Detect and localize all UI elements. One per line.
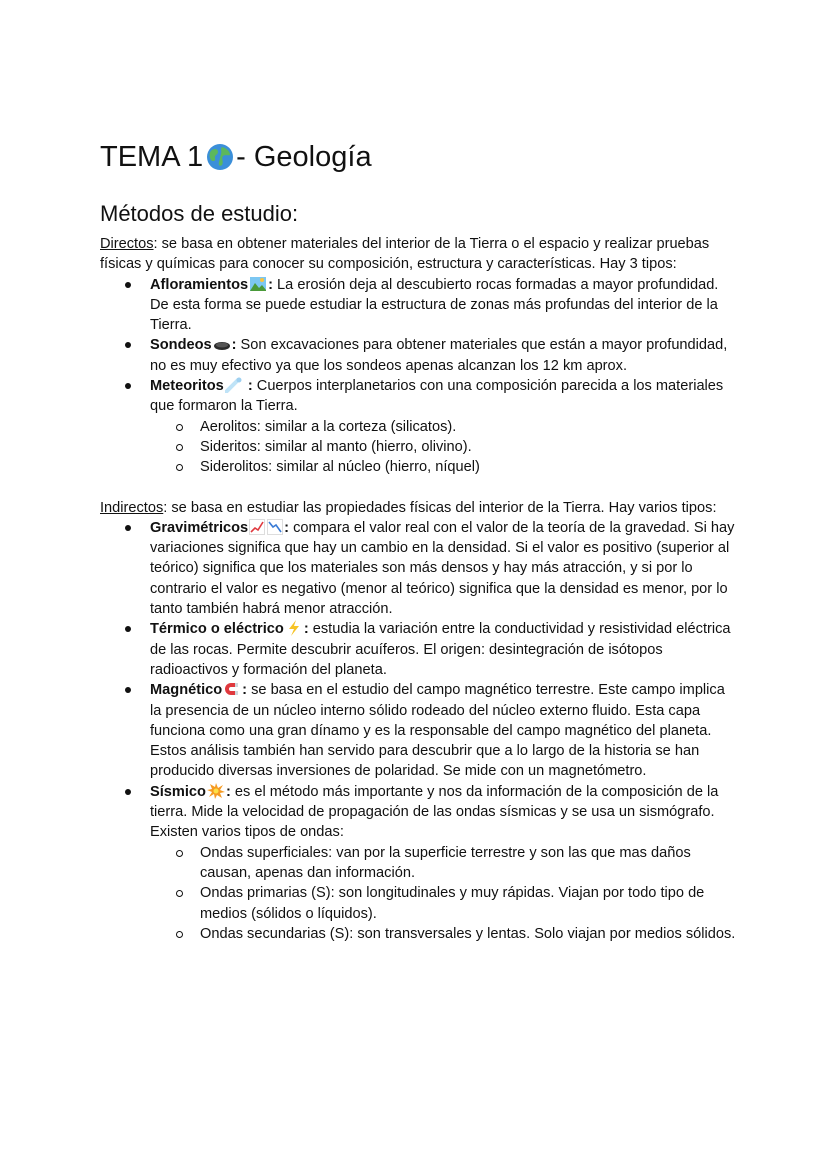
comet-icon <box>225 377 243 393</box>
magnet-icon <box>223 681 241 697</box>
landscape-icon <box>249 276 267 292</box>
lightning-icon <box>285 620 303 636</box>
indirectos-paragraph <box>100 498 740 518</box>
item-sep: : <box>268 276 273 293</box>
title-suffix: - Geología <box>236 141 372 173</box>
item-text: Son excavaciones para obtener materiales que están a mayor profundidad, no es muy efectivo ya que los sondeos apenas alcanzan los 12 km aprox. <box>150 337 728 374</box>
item-sep: : <box>231 337 237 354</box>
item-term: Afloramientos <box>150 276 249 293</box>
meteoritos-sublist <box>150 417 740 478</box>
list-item: Ondas secundarias (S): son transversales y lentas. Solo viajan por medios sólidos. <box>200 924 740 944</box>
indirectos-label: Indirectos <box>100 499 164 516</box>
globe-icon <box>206 143 234 171</box>
list-item <box>150 680 740 781</box>
list-item <box>150 275 740 336</box>
item-text: La erosión deja al descubierto rocas formadas a mayor profundidad. De esta forma se puede estudiar la estructura de zonas más profundas del interior de la Tierra. <box>150 276 719 334</box>
item-term: Térmico o eléctrico <box>150 621 284 638</box>
item-term: Sísmico <box>150 783 206 800</box>
item-text: se basa en el estudio del campo magnético terrestre. Este campo implica la presencia de un núcleo interno sólido rodeado del núcleo externo fluido. Esta capa funciona como una gran dínamo y es la responsable del campo magnético del planeta. Estos análisis también han servido para descubrir que a lo largo de la historia se han producido diversas inversiones de polaridad. Se mide con un magnetómetro. <box>150 682 725 780</box>
list-item: Ondas superficiales: van por la superficie terrestre y son las que mas daños causan, apenas dan información. <box>200 843 740 884</box>
hole-icon <box>213 336 231 352</box>
chart-up-down-icon <box>249 519 283 535</box>
list-item <box>150 335 740 376</box>
section-heading: Métodos de estudio: <box>100 201 299 226</box>
page-title <box>100 138 740 176</box>
item-sep: : <box>242 682 248 699</box>
indirectos-list <box>100 518 740 944</box>
item-text: es el método más importante y nos da información de la composición de la tierra. Mide la velocidad de propagación de las ondas sísmicas y se usa un sismógrafo. Existen varios tipos de ondas: <box>150 783 719 841</box>
list-item: Siderolitos: similar al núcleo (hierro, níquel) <box>200 457 740 477</box>
item-text: estudia la variación entre la conductividad y resistividad eléctrica de las rocas. Permite descubrir acuíferos. El origen: desintegración de isótopos radioactivos y formación del planeta. <box>150 621 731 678</box>
item-sep: : <box>284 519 290 536</box>
item-term: Sondeos <box>150 337 212 354</box>
list-item <box>150 518 740 619</box>
list-item <box>150 782 740 944</box>
directos-list <box>100 275 740 478</box>
list-item: Aerolitos: similar a la corteza (silicatos). <box>200 417 740 437</box>
list-item: Ondas primarias (S): son longitudinales y muy rápidas. Viajan por todo tipo de medios (sólidos o líquidos). <box>200 883 740 924</box>
list-item <box>150 619 740 680</box>
indirectos-intro: : se basa en estudiar las propiedades físicas del interior de la Tierra. Hay varios tipos: <box>163 499 717 516</box>
item-text: compara el valor real con el valor de la teoría de la gravedad. Si hay variaciones significa que hay un cambio en la densidad. Si el valor es positivo (superior al teórico) significa que los materiales son más densos y hay más atracción, y si por lo contrario el valor es negativo (menor al teórico) significa que la densidad es menor, por lo tanto también habrá menor atracción. <box>150 519 735 618</box>
directos-label: Directos <box>100 236 154 252</box>
item-text: Cuerpos interplanetarios con una composición parecida a los materiales que formaron la Tierra. <box>150 378 724 415</box>
item-term: Magnético <box>150 682 223 699</box>
title-prefix: TEMA 1 <box>100 141 204 173</box>
item-term: Meteoritos <box>150 378 224 395</box>
item-sep: : <box>303 621 309 638</box>
item-term: Gravimétricos <box>150 519 249 536</box>
item-sep: : <box>225 783 231 800</box>
list-item <box>150 376 740 477</box>
document-page <box>100 138 740 944</box>
ondas-sublist <box>150 843 740 944</box>
explosion-icon <box>207 783 225 799</box>
directos-paragraph <box>100 234 740 275</box>
list-item: Sideritos: similar al manto (hierro, olivino). <box>200 437 740 457</box>
item-sep: : <box>243 378 253 395</box>
directos-intro: : se basa en obtener materiales del interior de la Tierra o el espacio y realizar pruebas físicas y químicas para conocer su composición, estructura y características. Hay 3 tipos: <box>100 236 710 273</box>
